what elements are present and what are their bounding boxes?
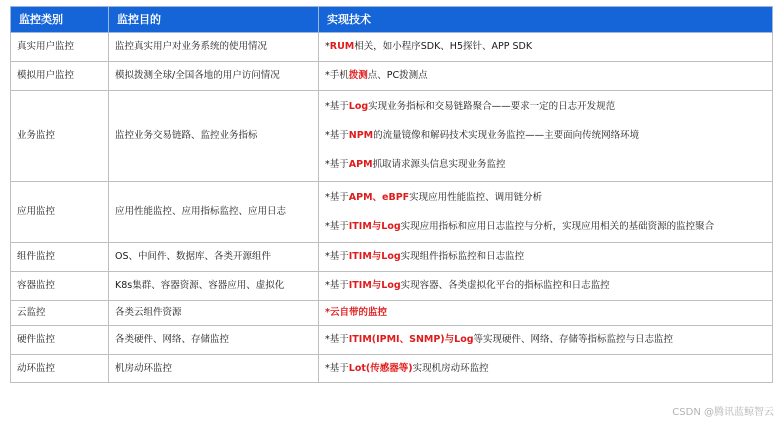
tech-text: *基于 — [325, 362, 349, 374]
tech-text: *基于 — [325, 159, 349, 170]
tech-line — [325, 280, 766, 292]
table-row — [11, 91, 773, 182]
tech-line — [325, 363, 766, 375]
tech-text: *基于 — [325, 334, 349, 345]
tech-line — [325, 307, 766, 319]
purpose-cell: K8s集群、容器资源、容器应用、虚拟化 — [109, 272, 319, 301]
purpose-cell: 监控真实用户对业务系统的使用情况 — [109, 33, 319, 62]
highlighted-term: RUM — [329, 41, 355, 52]
tech-text: 实现业务指标和交易链路聚合——要求一定的日志开发规范 — [368, 101, 616, 112]
table-row — [11, 301, 773, 326]
tech-line — [325, 101, 766, 113]
category-cell: 模拟用户监控 — [11, 62, 109, 91]
tech-cell — [319, 62, 773, 91]
table-row — [11, 33, 773, 62]
tech-line — [325, 159, 766, 171]
category-cell: 硬件监控 — [11, 326, 109, 355]
tech-text: *基于 — [325, 280, 349, 291]
tech-cell — [319, 33, 773, 62]
tech-text: *基于 — [325, 191, 349, 203]
highlighted-term: APM、eBPF — [348, 191, 410, 203]
highlighted-term: ITIM与Log — [348, 220, 401, 232]
category-cell: 云监控 — [11, 301, 109, 326]
header-category: 监控类别 — [11, 7, 109, 33]
category-cell: 动环监控 — [11, 355, 109, 383]
tech-text: *基于 — [325, 251, 349, 262]
tech-line — [325, 334, 766, 346]
table-row — [11, 272, 773, 301]
tech-cell — [319, 243, 773, 272]
tech-cell — [319, 301, 773, 326]
table-header-row — [11, 7, 773, 33]
category-cell: 组件监控 — [11, 243, 109, 272]
category-cell: 真实用户监控 — [11, 33, 109, 62]
tech-cell — [319, 326, 773, 355]
tech-cell — [319, 91, 773, 182]
tech-text: * — [325, 41, 330, 52]
category-cell: 应用监控 — [11, 182, 109, 243]
highlighted-term: ITIM与Log — [348, 280, 401, 291]
csdn-watermark: CSDN @腾讯蓝鲸智云 — [672, 407, 774, 418]
highlighted-term: 拨测 — [348, 70, 368, 81]
tech-text: *手机 — [325, 70, 349, 81]
tech-cell — [319, 182, 773, 243]
purpose-cell: 各类云组件资源 — [109, 301, 319, 326]
purpose-cell: 模拟拨测全球/全国各地的用户访问情况 — [109, 62, 319, 91]
tech-line — [325, 251, 766, 263]
monitoring-table-container — [10, 6, 772, 383]
highlighted-term: Lot(传感器等) — [348, 362, 413, 374]
highlighted-term: NPM — [348, 130, 374, 141]
highlighted-term: Log — [348, 101, 369, 112]
tech-line — [325, 192, 766, 204]
tech-text: 抓取请求源头信息实现业务监控 — [372, 159, 506, 170]
table-row — [11, 243, 773, 272]
tech-text: *基于 — [325, 220, 349, 232]
category-cell: 业务监控 — [11, 91, 109, 182]
tech-text: 实现组件指标监控和日志监控 — [400, 251, 525, 262]
tech-text: *基于 — [325, 101, 349, 112]
tech-cell — [319, 355, 773, 383]
tech-text: 实现容器、各类虚拟化平台的指标监控和日志监控 — [400, 280, 610, 291]
table-row — [11, 355, 773, 383]
table-row — [11, 62, 773, 91]
category-cell: 容器监控 — [11, 272, 109, 301]
table-body — [11, 33, 773, 383]
purpose-cell: 各类硬件、网络、存储监控 — [109, 326, 319, 355]
purpose-cell: 监控业务交易链路、监控业务指标 — [109, 91, 319, 182]
tech-text: 实现机房动环监控 — [412, 362, 489, 374]
tech-line — [325, 221, 766, 233]
purpose-cell: 机房动环监控 — [109, 355, 319, 383]
tech-line — [325, 70, 766, 82]
monitoring-table — [10, 6, 773, 383]
header-purpose: 监控目的 — [109, 7, 319, 33]
purpose-cell: OS、中间件、数据库、各类开源组件 — [109, 243, 319, 272]
highlighted-term: ITIM(IPMI、SNMP)与Log — [348, 334, 474, 345]
table-row — [11, 326, 773, 355]
purpose-cell: 应用性能监控、应用指标监控、应用日志 — [109, 182, 319, 243]
header-technology: 实现技术 — [319, 7, 773, 33]
tech-line — [325, 130, 766, 142]
tech-text: 等实现硬件、网络、存储等指标监控与日志监控 — [473, 334, 674, 345]
tech-text: 点、PC拨测点 — [367, 70, 428, 81]
tech-text: 实现应用性能监控、调用链分析 — [409, 191, 543, 203]
highlighted-term: *云自带的监控 — [325, 307, 387, 318]
tech-cell — [319, 272, 773, 301]
tech-line — [325, 41, 766, 53]
highlighted-term: ITIM与Log — [348, 251, 401, 262]
tech-text: 相关，如小程序SDK、H5探针、APP SDK — [354, 41, 533, 52]
table-row — [11, 182, 773, 243]
tech-text: 的流量镜像和解码技术实现业务监控——主要面向传统网络环境 — [373, 130, 640, 141]
tech-text: 实现应用指标和应用日志监控与分析，实现应用相关的基础资源的监控聚合 — [400, 220, 715, 232]
tech-text: *基于 — [325, 130, 349, 141]
highlighted-term: APM — [348, 159, 373, 170]
